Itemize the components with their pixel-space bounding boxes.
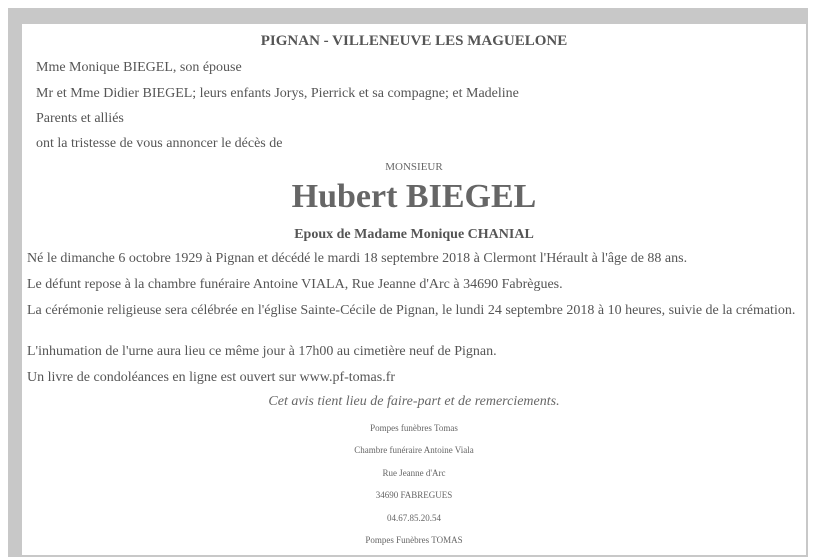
footer-city: 34690 FABREGUES: [375, 490, 453, 500]
footer-funeral-home: Chambre funéraire Antoine Viala: [354, 445, 474, 455]
family-line-spouse: Mme Monique BIEGEL, son épouse: [36, 60, 242, 75]
announcement-line: ont la tristesse de vous annoncer le décès de: [36, 136, 283, 151]
spouse-line: Epoux de Madame Monique CHANIAL: [294, 227, 534, 242]
footer-street: Rue Jeanne d'Arc: [382, 468, 446, 478]
family-line-children: Mr et Mme Didier BIEGEL; leurs enfants Jorys, Pierrick et sa compagne; et Madeline: [36, 86, 519, 101]
notice-frame: [8, 8, 808, 557]
ceremony-paragraph: La cérémonie religieuse sera célébrée en l'église Sainte-Cécile de Pignan, le lundi 24 septembre 2018 à 10 heures, suivie de la crémation.: [27, 303, 796, 318]
burial-paragraph: L'inhumation de l'urne aura lieu ce même jour à 17h00 au cimetière neuf de Pignan.: [27, 344, 497, 359]
footer-company-caps: Pompes Funèbres TOMAS: [365, 535, 463, 545]
notice-paper: [22, 24, 806, 555]
birth-death-paragraph: Né le dimanche 6 octobre 1929 à Pignan et décédé le mardi 18 septembre 2018 à Clermont l'Hérault à l'âge de 88 ans.: [27, 251, 688, 266]
footer-company: Pompes funèbres Tomas: [370, 423, 458, 433]
family-line-relatives: Parents et alliés: [36, 111, 124, 126]
location-header: PIGNAN - VILLENEUVE LES MAGUELONE: [260, 33, 568, 49]
notice-content: [22, 24, 806, 555]
closing-line: Cet avis tient lieu de faire-part et de remerciements.: [268, 394, 560, 409]
condolences-paragraph: Un livre de condoléances en ligne est ouvert sur www.pf-tomas.fr: [27, 370, 396, 385]
repose-paragraph: Le défunt repose à la chambre funéraire Antoine VIALA, Rue Jeanne d'Arc à 34690 Fabrègues.: [27, 277, 563, 292]
honorific-title: MONSIEUR: [385, 161, 443, 173]
deceased-name: Hubert BIEGEL: [291, 178, 537, 215]
footer-phone: 04.67.85.20.54: [387, 513, 441, 523]
